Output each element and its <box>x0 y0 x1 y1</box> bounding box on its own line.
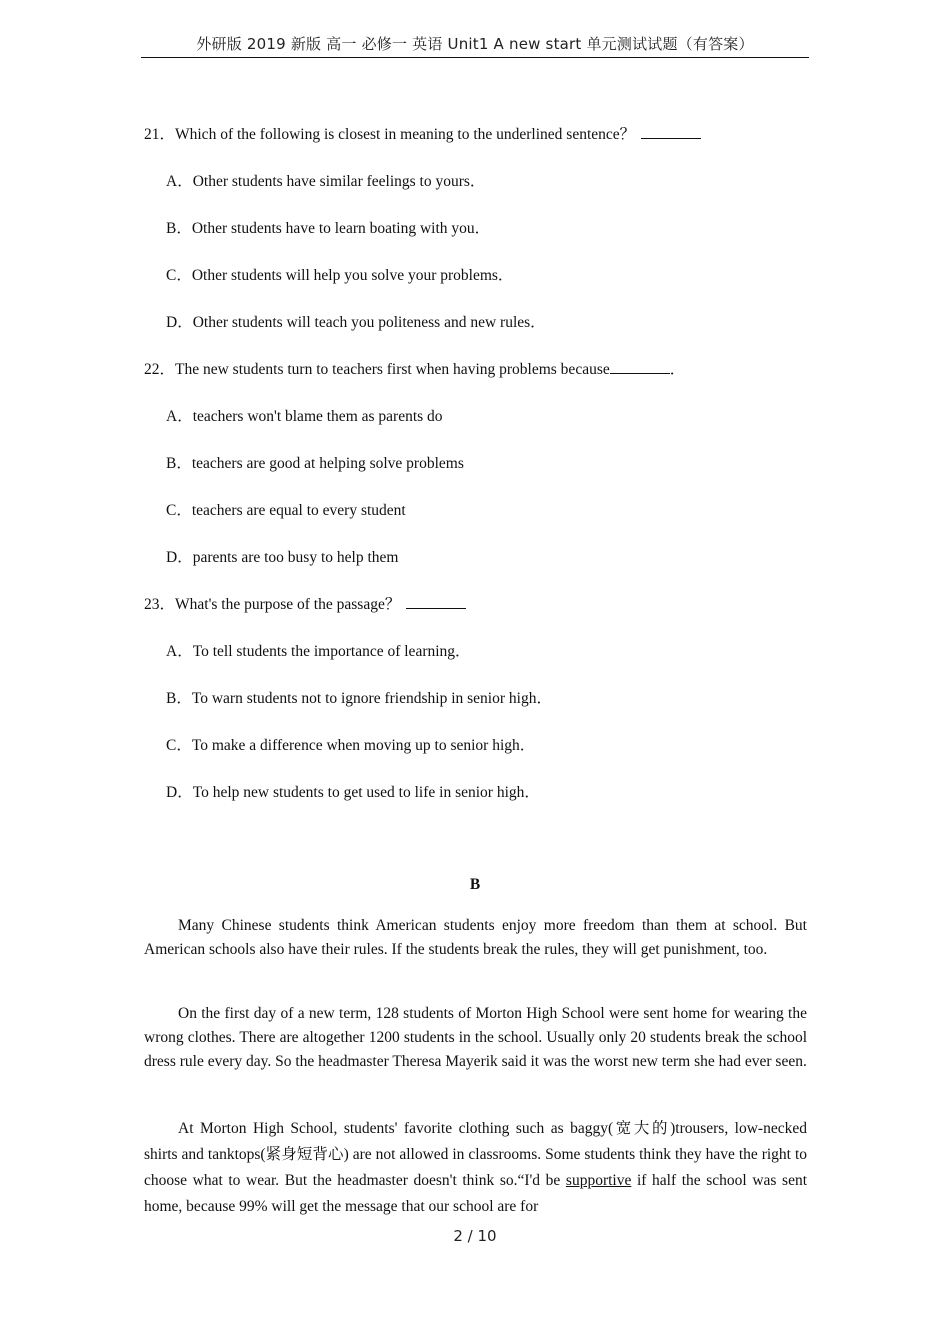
passage-paragraph-2: On the first day of a new term, 128 students of Morton High School were sent home for wearing the wrong clothes. There are altogether 1200 students in the school. Usually only 20 students break the school dress rule every day. So the headmaster Theresa Mayerik said it was the worst new term she had ever seen. <box>144 1005 807 1070</box>
answer-blank-22 <box>610 361 670 374</box>
answer-blank-21 <box>641 126 701 139</box>
q22-option-b: B．teachers are good at helping solve problems <box>166 455 464 472</box>
q22-option-a: A．teachers won't blame them as parents do <box>166 408 443 425</box>
q23-option-b: B．To warn students not to ignore friendship in senior high． <box>166 690 552 707</box>
question-23 <box>144 592 466 614</box>
question-23-stem: 23．What's the purpose of the passage？ <box>144 596 401 613</box>
question-21 <box>144 122 701 144</box>
question-22 <box>144 357 685 379</box>
answer-blank-23 <box>406 596 466 609</box>
q22-option-d: D．parents are too busy to help them <box>166 549 399 566</box>
q21-option-b: B．Other students have to learn boating with you． <box>166 220 491 237</box>
q22-option-c: C．teachers are equal to every student <box>166 502 406 519</box>
q21-option-a: A．Other students have similar feelings to yours． <box>166 173 486 190</box>
question-21-stem: 21．Which of the following is closest in meaning to the underlined sentence？ <box>144 126 636 143</box>
page-header-title: 外研版 2019 新版 高一 必修一 英语 Unit1 A new start 单元测试试题（有答案） <box>196 35 754 53</box>
q23-option-a: A．To tell students the importance of learning． <box>166 643 471 660</box>
q21-option-c: C．Other students will help you solve your problems． <box>166 267 514 284</box>
page-number: 2 / 10 <box>453 1227 497 1245</box>
q23-option-c: C．To make a difference when moving up to senior high． <box>166 737 536 754</box>
passage-paragraph-3 <box>144 1116 807 1220</box>
question-22-stem-end: ． <box>669 361 686 378</box>
question-22-stem: 22．The new students turn to teachers first when having problems because <box>144 361 610 378</box>
underlined-word-supportive: supportive <box>565 1172 632 1189</box>
passage-paragraph-1: Many Chinese students think American students enjoy more freedom than them at school. But American schools also have their rules. If the students break the rules, they will get punishment, too. <box>144 917 807 958</box>
header-divider <box>141 57 809 58</box>
q21-option-d: D．Other students will teach you politeness and new rules． <box>166 314 546 331</box>
passage-paragraph-3-text-start: At Morton High School, students' favorite clothing such as baggy(宽大的)trousers, low-necked shirts and tanktops(紧身短背心) are not allowed in classrooms. Some students think they have the right to choose what to wear. But the headmaster doesn't think so.“I'd be <box>144 1120 807 1189</box>
section-heading-b: B <box>469 876 481 893</box>
q23-option-d: D．To help new students to get used to life in senior high． <box>166 784 540 801</box>
passage-paragraph-3-text-end: if half the school was sent home, because 99% will get the message that our school are for <box>144 1172 808 1215</box>
